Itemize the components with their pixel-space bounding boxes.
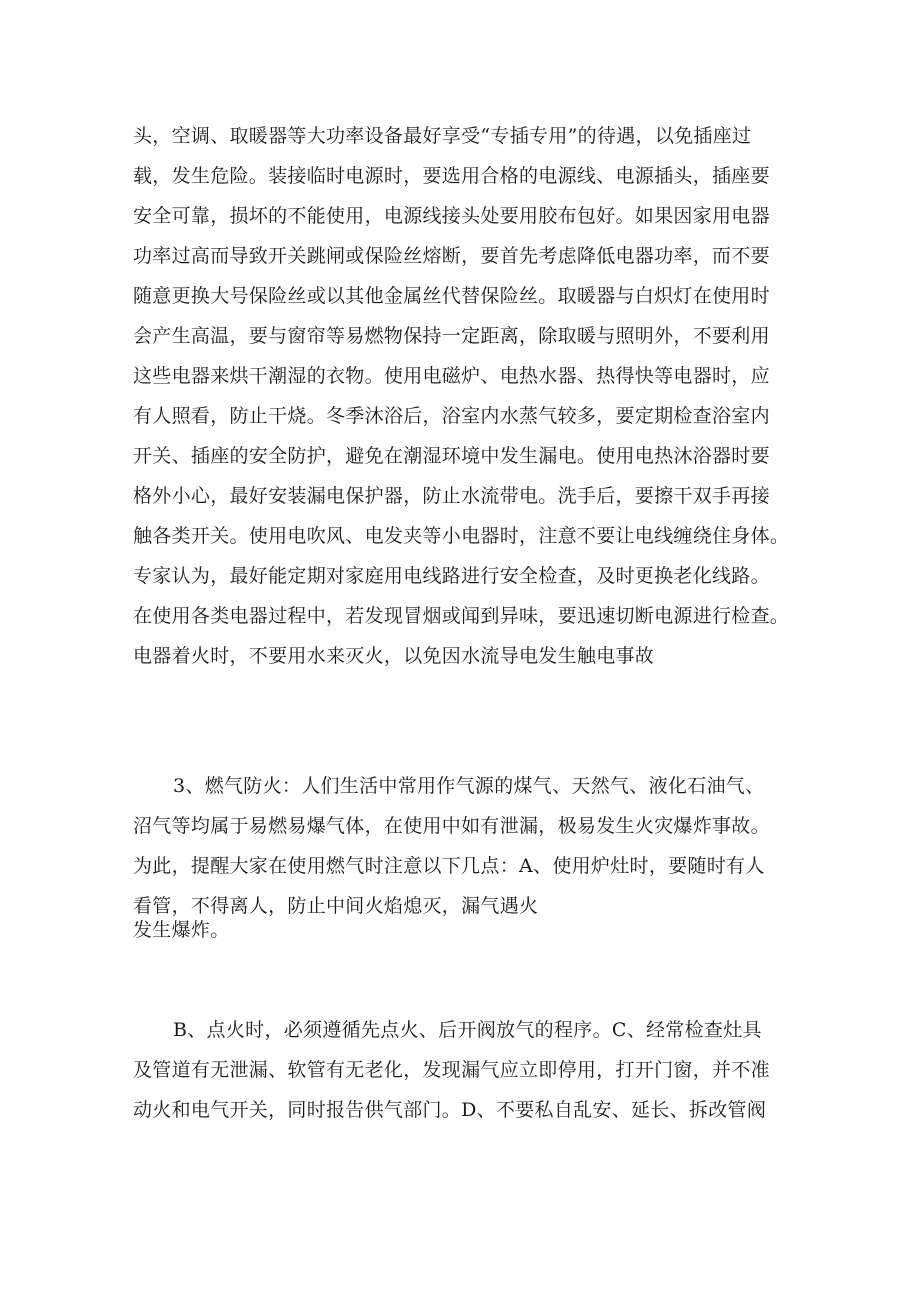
text-line: 头，空调、取暖器等大功率设备最好享受“专插专用”的待遇，以免插座过 (133, 125, 752, 147)
text-line: B、点火时，必须遵循先点火、后开阀放气的程序。C、经常检查灶具 (173, 1019, 762, 1041)
text-line: 触各类开关。使用电吹风、电发夹等小电器时，注意不要让电线缠绕住身体。 (133, 525, 790, 547)
text-line: 专家认为，最好能定期对家庭用电线路进行安全检查，及时更换老化线路。 (133, 565, 770, 587)
text-line: 电器着火时，不要用水来灭火，以免因水流导电发生触电事故 (133, 645, 655, 667)
text-line: 随意更换大号保险丝或以其他金属丝代替保险丝。取暖器与白炽灯在使用时 (133, 285, 770, 307)
text-line: 看管，不得离人，防止中间火焰熄灭，漏气遇火 (133, 895, 539, 917)
text-line: 及管道有无泄漏、软管有无老化，发现漏气应立即停用，打开门窗，并不准 (133, 1059, 770, 1081)
text-line: 功率过高而导致开关跳闸或保险丝熔断，要首先考虑降低电器功率，而不要 (133, 245, 770, 267)
text-line: 动火和电气开关，同时报告供气部门。D、不要私自乱安、延长、拆改管阀 (133, 1099, 767, 1121)
text-line: 开关、插座的安全防护，避免在潮湿环境中发生漏电。使用电热沐浴器时要 (133, 445, 770, 467)
paragraph-gas-fire-prevention (133, 766, 813, 948)
text-line: 这些电器来烘干潮湿的衣物。使用电磁炉、电热水器、热得快等电器时，应 (133, 365, 770, 387)
text-line: 会产生高温，要与窗帘等易燃物保持一定距离，除取暖与照明外，不要利用 (133, 325, 770, 347)
text-line: 3、燃气防火：人们生活中常用作气源的煤气、天然气、液化石油气、 (173, 775, 765, 797)
paragraph-electrical-safety (133, 116, 813, 676)
text-line: 沼气等均属于易燃易爆气体，在使用中如有泄漏，极易发生火灾爆炸事故。 (133, 815, 770, 837)
text-line: 发生爆炸。 (133, 919, 230, 941)
text-line: 有人照看，防止干烧。冬季沐浴后，浴室内水蒸气较多，要定期检查浴室内 (133, 405, 770, 427)
paragraph-gas-ignition (133, 1010, 813, 1130)
text-line: 安全可靠，损坏的不能使用，电源线接头处要用胶布包好。如果因家用电器 (133, 205, 770, 227)
text-line: 载，发生危险。装接临时电源时，要选用合格的电源线、电源插头，插座要 (133, 165, 770, 187)
text-line: 为此，提醒大家在使用燃气时注意以下几点：A、使用炉灶时，要随时有人 (133, 855, 765, 877)
text-line: 格外小心，最好安装漏电保护器，防止水流带电。洗手后，要擦干双手再接 (133, 485, 770, 507)
text-line: 在使用各类电器过程中，若发现冒烟或闻到异味，要迅速切断电源进行检查。 (133, 605, 790, 627)
